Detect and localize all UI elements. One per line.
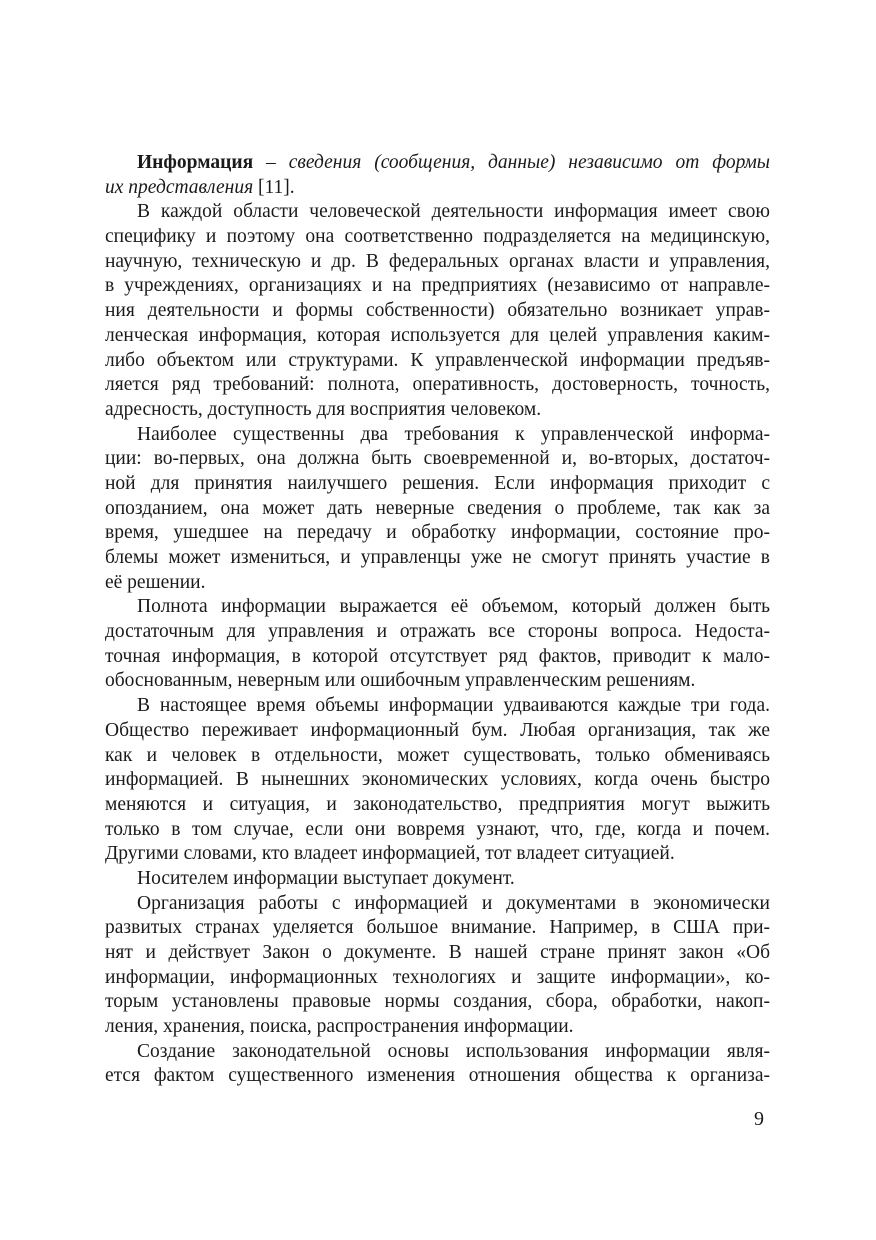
paragraph-line: Носителем информации выступает документ. — [137, 867, 515, 889]
paragraph-line: ется фактом существенного изменения отношения общества к организа- — [105, 1065, 770, 1087]
paragraph-line: как и человек в отдельности, может существовать, только обмениваясь — [105, 744, 770, 766]
page-number: 9 — [754, 1108, 764, 1130]
paragraph-line: Организация работы с информацией и документами в экономически — [137, 892, 770, 914]
paragraph-line: ленческая информация, которая используется для целей управления каким- — [105, 324, 770, 346]
paragraph-line: ляется ряд требований: полнота, оперативность, достоверность, точность, — [105, 374, 770, 396]
paragraph-line: В настоящее время объемы информации удваиваются каждые три года. — [137, 695, 770, 717]
definition-line-1 — [105, 151, 770, 176]
paragraph-line: опозданием, она может дать неверные сведения о проблеме, так как за — [105, 497, 770, 519]
paragraph-line: блемы может измениться, и управленцы уже не смогут принять участие в — [105, 547, 770, 568]
page-body — [105, 151, 770, 1089]
paragraph-line: ции: во-первых, она должна быть своевременной и, во-вторых, достаточ- — [105, 448, 770, 470]
paragraph-line: ния деятельности и формы собственности) обязательно возникает управ- — [105, 300, 770, 322]
paragraph-line: ной для принятия наилучшего решения. Если информация приходит с — [105, 472, 770, 494]
defined-term: Информация — [137, 152, 254, 173]
definition-dash: – — [253, 152, 289, 173]
paragraph-line: только в том случае, если они вовремя узнают, что, где, когда и почем. — [105, 818, 770, 840]
paragraph-line: Полнота информации выражается её объемом, который должен быть — [137, 596, 770, 618]
paragraph-line: нят и действует Закон о документе. В нашей стране принят закон «Об — [105, 942, 770, 963]
paragraph-line: Наиболее существенны два требования к управленческой информа- — [137, 423, 770, 445]
paragraph-line: ления, хранения, поиска, распространения информации. — [105, 1016, 574, 1038]
definition-text-1: сведения (сообщения, данные) независимо от формы — [288, 152, 770, 173]
paragraph-line: либо объектом или структурами. К управленческой информации предъяв- — [105, 349, 770, 371]
definition-line-2 — [105, 176, 770, 201]
paragraph-line: время, ушедшее на передачу и обработку информации, состояние про- — [105, 522, 770, 544]
paragraph-line: информации, информационных технологиях и защите информации», ко- — [105, 966, 770, 988]
paragraph-line: меняются и ситуация, и законодательство, предприятия могут выжить — [105, 793, 770, 815]
paragraph-line: развитых странах уделяется большое внимание. Например, в США при- — [105, 917, 770, 939]
paragraph-line: Общество переживает информационный бум. Любая организация, так же — [105, 719, 770, 741]
definition-text-2: их представления — [105, 176, 254, 198]
paragraph-line: Создание законодательной основы использования информации явля- — [137, 1040, 770, 1062]
paragraph-line: достаточным для управления и отражать все стороны вопроса. Недоста- — [105, 621, 770, 643]
paragraph-line: Другими словами, кто владеет информацией, тот владеет ситуацией. — [105, 843, 675, 865]
paragraph-line: её решении. — [105, 571, 206, 593]
paragraph-line: обоснованным, неверным или ошибочным управленческим решениям. — [105, 670, 696, 692]
paragraph-line: торым установлены правовые нормы создания, сбора, обработки, накоп- — [105, 991, 770, 1013]
paragraph-line: адресность, доступность для восприятия человеком. — [105, 398, 542, 420]
paragraph-line: информацией. В нынешних экономических условиях, когда очень быстро — [105, 769, 770, 791]
paragraph-line: точная информация, в которой отсутствует ряд фактов, приводит к мало- — [105, 645, 770, 667]
paragraph-line: специфику и поэтому она соответственно подразделяется на медицинскую, — [105, 226, 770, 248]
paragraph-line: в учреждениях, организациях и на предприятиях (независимо от направле- — [105, 275, 770, 297]
paragraph-line: научную, техническую и др. В федеральных органах власти и управления, — [105, 250, 770, 272]
paragraph-line: В каждой области человеческой деятельности информация имеет свою — [137, 201, 770, 223]
citation-ref: [11]. — [253, 176, 295, 198]
